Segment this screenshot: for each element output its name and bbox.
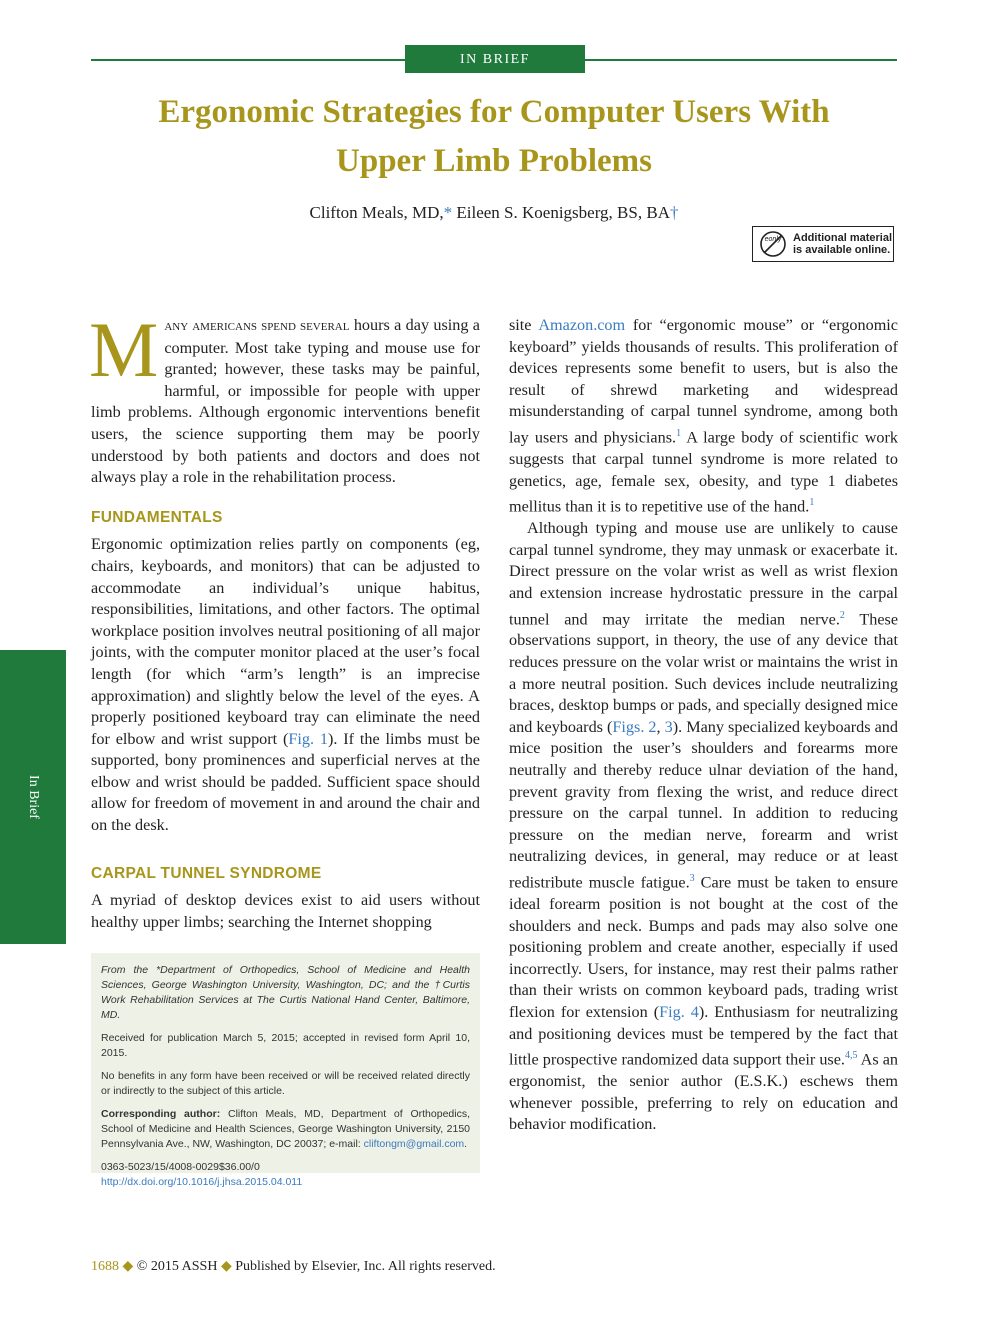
carpal-paragraph: A myriad of desktop devices exist to aid users without healthy upper limbs; searching the Internet shopping	[91, 891, 480, 931]
fig3-link[interactable]: 3	[664, 717, 673, 736]
doi-link[interactable]: http://dx.doi.org/10.1016/j.jhsa.2015.04.011	[101, 1176, 303, 1188]
author-line	[91, 203, 897, 223]
left-column	[89, 306, 480, 933]
author-1-mark[interactable]: *	[443, 203, 453, 222]
p2-text-a: Although typing and mouse use are unlikely to cause carpal tunnel syndrome, they may unmask or exacerbate it. Direct pressure on the volar wrist as well as wrist flexion and extension increase hydrostatic pressure in the carpal tunnel and may irritate the median nerve.	[509, 519, 898, 628]
benefits-note: No benefits in any form have been received or will be received related directly or indirectly to the subject of this article.	[101, 1070, 470, 1097]
ref-3-link[interactable]: 3	[689, 873, 695, 885]
corresponding-note	[101, 1107, 470, 1152]
amazon-link[interactable]: Amazon.com	[538, 316, 626, 334]
intro-text: hours a day using a computer. Most take typing and mouse use for granted; however, these tasks may be painful, harmful, or impossible for people with upper limb problems. Although ergonomic interventions benefit users, the science supporting them may be poorly understood by both patients and doctors and does not always play a role in the rehabilitation process.	[91, 316, 480, 487]
page-footer	[91, 1258, 496, 1275]
corresponding-text: Clifton Meals, MD, Department of Orthopedics, School of Medicine and Health Sciences, George Washington University, 2150 Pennsylvania Ave., NW, Washington, DC 20037; e-mail:	[101, 1108, 470, 1150]
heading-fundamentals: FUNDAMENTALS	[91, 508, 223, 526]
additional-material-badge[interactable]	[752, 226, 894, 262]
side-section-tab	[0, 650, 66, 944]
corresponding-label: Corresponding author:	[101, 1108, 221, 1120]
author-2-mark[interactable]: †	[669, 203, 679, 222]
additional-line-2: is available online.	[793, 244, 891, 256]
received-note: Received for publication March 5, 2015; accepted in revised form April 10, 2015.	[101, 1032, 470, 1059]
p2-text-e: ). Enthusiasm for neutralizing and positioning devices must be tempered by the fact that little prospective randomized data support their use.	[509, 1002, 898, 1069]
page-number: 1688	[91, 1259, 119, 1274]
fig1-link[interactable]: Fig. 1	[288, 729, 328, 748]
fundamentals-text-a: Ergonomic optimization relies partly on components (eg, chairs, keyboards, and monitors) that can be adjusted to accommodate an individual’s unique habitus, responsibilities, limitations, and other factors. The optimal workplace position involves neutral positioning of all major joints, with the computer monitor placed at the user’s focal length (for which “arm’s length” is an imprecise approximation) and slightly below the level of the eyes. A properly positioned keyboard tray can eliminate the need for elbow and wrist support (	[91, 535, 480, 748]
identifiers	[101, 1160, 470, 1190]
drop-cap: M	[89, 306, 159, 393]
author-2: Eileen S. Koenigsberg, BS, BA	[452, 203, 670, 222]
fundamentals-text-b: ). If the limbs must be supported, bony prominences and superficial nerves at the elbow and wrist should be padded. Sufficient space should allow for freedom of movement in and around the chair and on the desk.	[91, 729, 480, 835]
right-column	[509, 315, 898, 1136]
eonly-icon	[759, 230, 787, 258]
p2-text-c: ). Many specialized keyboards and mice position the user’s shoulders and forearms more neutrally and thereby reduce ulnar deviation of the hand, prevent gravity from flexing the wrist, and reduce direct pressure on the carpal tunnel. In addition to reducing pressure on the median nerve, forearm and wrist neutralizing devices, in general, may reduce or at least redistribute muscle fatigue.	[509, 717, 898, 892]
ref-1b-link[interactable]: 1	[809, 497, 815, 509]
footer-separator-icon-2: ◆	[220, 1259, 232, 1274]
p1-text-b: for “ergonomic mouse” or “ergonomic keyboard” yields thousands of results. This proliferation of devices represents some benefit to users, but is also the result of shrewd marketing and widespread misunderstanding of carpal tunnel syndrome, among both lay users and physicians.	[509, 316, 898, 447]
intro-smallcaps: any americans spend several	[164, 318, 350, 334]
p2-text-f: As an ergonomist, the senior author (E.S.K.) eschews them whenever possible, preferring to rely on education and behavior modification.	[509, 1050, 898, 1134]
issn-text: 0363-5023/15/4008-0029$36.00/0	[101, 1161, 260, 1173]
publisher: Published by Elsevier, Inc. All rights reserved.	[235, 1259, 496, 1274]
additional-line-1: Additional material	[793, 232, 893, 244]
p2-text-d: Care must be taken to ensure ideal forearm position is not bought at the cost of the shoulders and neck. Bumps and pads may also solve one positioning problem and create another, especially if used incorrectly. Users, for instance, may rest their palms rather than their wrists on common keyboard pads, trading wrist flexion for extension (	[509, 873, 898, 1021]
figs2-link[interactable]: Figs. 2	[612, 717, 657, 736]
author-1: Clifton Meals, MD,	[309, 203, 444, 222]
email-link[interactable]: cliftongm@gmail.com	[363, 1138, 465, 1150]
eonly-icon-text: eonly	[764, 236, 782, 243]
article-title	[91, 88, 897, 186]
fundamentals-paragraph	[91, 534, 480, 836]
ref-1a-link[interactable]: 1	[676, 427, 682, 439]
copyright: © 2015 ASSH	[136, 1259, 218, 1274]
p1-text-c: A large body of scientific work suggests that carpal tunnel syndrome is more related to genetics, age, female sex, obesity, and type 1 diabetes mellitus than it is to repetitive use of the hand.	[509, 428, 898, 516]
heading-carpal-tunnel: CARPAL TUNNEL SYNDROME	[91, 864, 322, 882]
additional-material-text	[793, 232, 892, 256]
intro-paragraph	[89, 306, 480, 489]
affiliation-note	[101, 963, 470, 1023]
title-line-1: Ergonomic Strategies for Computer Users With	[158, 94, 830, 130]
ref-2-link[interactable]: 2	[839, 609, 845, 621]
right-paragraph-2	[509, 518, 898, 1136]
ref-45-link[interactable]: 4,5	[844, 1050, 858, 1062]
affiliation-text: From the *Department of Orthopedics, School of Medicine and Health Sciences, George Washington University, Washington, DC; and the †Curtis Work Rehabilitation Services at The Curtis National Hand Center, Baltimore, MD.	[101, 964, 470, 1021]
corresponding-end: .	[464, 1138, 468, 1150]
p2-text-b: These observations support, in theory, the use of any device that reduces pressure on the volar wrist or maintains the wrist in a more neutral position. Such devices include neutralizing braces, desktop bumps or pads, and specially designed mice and keyboards (	[509, 609, 899, 736]
p1-text-a: site	[509, 316, 539, 334]
side-tab-label: In Brief	[26, 775, 41, 819]
article-info-box	[91, 953, 480, 1188]
footer-separator-icon: ◆	[122, 1259, 134, 1274]
right-paragraph-1	[509, 315, 898, 518]
section-tag: IN BRIEF	[405, 45, 585, 73]
fig4-link[interactable]: Fig. 4	[659, 1002, 699, 1021]
title-line-2: Upper Limb Problems	[336, 143, 652, 179]
figs-comma: ,	[656, 717, 665, 736]
